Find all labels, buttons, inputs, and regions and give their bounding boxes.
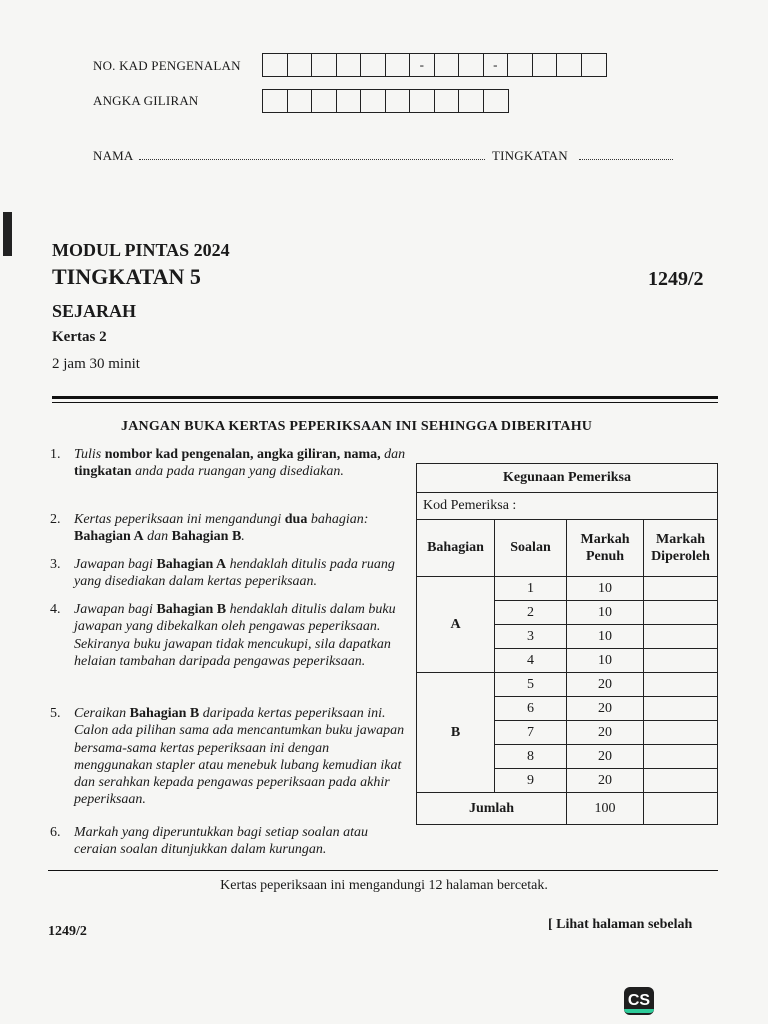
duration: 2 jam 30 minit	[52, 356, 140, 372]
instruction-number: 3.	[50, 557, 61, 572]
angka-giliran-input[interactable]	[262, 89, 509, 113]
instruction-text: tingkatan	[74, 464, 132, 480]
ic-digit-box[interactable]	[557, 54, 582, 76]
instruction-text: hendaklah ditulis pada ruang yang disediakan dalam kertas peperiksaan.	[74, 557, 395, 590]
col-header-soalan: Soalan	[495, 520, 567, 577]
full-marks: 10	[567, 649, 644, 673]
instruction-5	[50, 705, 409, 809]
giliran-digit-box[interactable]	[459, 90, 484, 112]
question-number: 1	[495, 577, 567, 601]
next-page-note: [ Lihat halaman sebelah	[548, 917, 693, 932]
total-row	[417, 793, 718, 825]
instruction-text: Bahagian B	[171, 529, 242, 545]
giliran-digit-box[interactable]	[263, 90, 288, 112]
instruction-text: Ceraikan	[74, 706, 130, 721]
marks-obtained-cell[interactable]	[644, 601, 718, 625]
total-full-marks: 100	[567, 793, 644, 825]
nama-field[interactable]	[139, 147, 485, 160]
full-marks: 20	[567, 721, 644, 745]
ic-digit-box[interactable]	[459, 54, 484, 76]
instruction-text: dua	[284, 512, 308, 527]
ic-digit-box[interactable]	[533, 54, 558, 76]
instruction-number: 5.	[50, 706, 61, 721]
full-marks: 20	[567, 697, 644, 721]
ic-input[interactable]	[262, 53, 607, 77]
ic-digit-box[interactable]	[361, 54, 386, 76]
instruction-2	[50, 511, 409, 546]
giliran-digit-box[interactable]	[435, 90, 460, 112]
table-row	[417, 673, 718, 697]
question-number: 2	[495, 601, 567, 625]
question-number: 5	[495, 673, 567, 697]
camscanner-logo-icon	[624, 987, 654, 1015]
question-number: 3	[495, 625, 567, 649]
instruction-text: hendaklah ditulis dalam buku jawapan yang dibekalkan oleh pengawas peperiksaan. Sekiranya buku jawapan tidak mencukupi, sila dapatkan helaian tambahan daripada pengawas peperiksaan.	[74, 602, 396, 669]
giliran-digit-box[interactable]	[361, 90, 386, 112]
instruction-text: bahagian:	[307, 512, 369, 527]
paper-number: Kertas 2	[52, 329, 107, 345]
question-number: 9	[495, 769, 567, 793]
divider-thin	[52, 402, 718, 403]
instruction-text: Jawapan bagi	[74, 557, 157, 572]
instruction-number: 2.	[50, 512, 61, 527]
instruction-6	[50, 824, 414, 859]
col-header-markah-penuh: Markah Penuh	[567, 520, 644, 577]
angka-giliran-label: ANGKA GILIRAN	[93, 93, 199, 108]
question-number: 7	[495, 721, 567, 745]
instruction-text: dan	[143, 529, 172, 545]
instruction-text: dan	[380, 447, 406, 462]
table-row	[417, 577, 718, 601]
footer-divider	[48, 870, 718, 871]
instruction-text: Bahagian A	[74, 529, 144, 545]
jumlah-label: Jumlah	[417, 793, 567, 825]
full-marks: 10	[567, 601, 644, 625]
examiner-table	[416, 463, 718, 825]
total-obtained-cell[interactable]	[644, 793, 718, 825]
instruction-number: 6.	[50, 825, 61, 840]
instruction-3	[50, 556, 409, 591]
marks-obtained-cell[interactable]	[644, 745, 718, 769]
instruction-number: 1.	[50, 447, 61, 462]
instruction-text: anda pada ruangan yang disediakan.	[131, 464, 344, 480]
footer-paper-code: 1249/2	[48, 924, 87, 939]
subject-title: SEJARAH	[52, 301, 137, 321]
ic-digit-box[interactable]	[582, 54, 607, 76]
section-b-label: B	[417, 673, 495, 793]
giliran-digit-box[interactable]	[386, 90, 411, 112]
full-marks: 20	[567, 673, 644, 697]
examiner-table-title: Kegunaan Pemeriksa	[417, 464, 718, 493]
marks-obtained-cell[interactable]	[644, 697, 718, 721]
full-marks: 10	[567, 577, 644, 601]
ic-digit-box[interactable]	[508, 54, 533, 76]
question-number: 8	[495, 745, 567, 769]
col-header-bahagian: Bahagian	[417, 520, 495, 577]
form-level: TINGKATAN 5	[52, 264, 201, 289]
ic-digit-box[interactable]	[337, 54, 362, 76]
instruction-text: nombor kad pengenalan, angka giliran, nama,	[101, 447, 381, 462]
giliran-digit-box[interactable]	[410, 90, 435, 112]
ic-digit-box[interactable]: -	[484, 54, 509, 76]
full-marks: 20	[567, 769, 644, 793]
question-number: 6	[495, 697, 567, 721]
ic-digit-box[interactable]	[288, 54, 313, 76]
question-number: 4	[495, 649, 567, 673]
marks-obtained-cell[interactable]	[644, 625, 718, 649]
giliran-digit-box[interactable]	[484, 90, 509, 112]
instruction-text: Bahagian B	[156, 602, 227, 617]
page-count-note: Kertas peperiksaan ini mengandungi 12 halaman bercetak.	[220, 878, 548, 893]
tingkatan-field[interactable]	[579, 147, 673, 160]
instruction-text: Markah yang diperuntukkan bagi setiap soalan atau ceraian soalan ditunjukkan dalam kurungan.	[74, 825, 368, 858]
nama-label: NAMA	[93, 148, 134, 163]
instruction-text: .	[241, 529, 245, 545]
instruction-text: Bahagian A	[156, 557, 227, 572]
ic-digit-box[interactable]	[386, 54, 411, 76]
instruction-text: Bahagian B	[129, 706, 200, 721]
col-header-markah-diperoleh: Markah Diperoleh	[644, 520, 718, 577]
divider-thick	[52, 396, 718, 399]
camscanner-logo-text: CS	[627, 992, 651, 1009]
ic-digit-box[interactable]	[435, 54, 460, 76]
marks-obtained-cell[interactable]	[644, 649, 718, 673]
instruction-text: Kertas peperiksaan ini mengandungi	[74, 512, 285, 527]
instruction-1	[50, 446, 409, 481]
marks-obtained-cell[interactable]	[644, 769, 718, 793]
module-title: MODUL PINTAS 2024	[52, 240, 230, 260]
tingkatan-label: TINGKATAN	[492, 148, 568, 163]
paper-code: 1249/2	[648, 268, 704, 290]
instruction-text: Jawapan bagi	[74, 602, 157, 617]
examiner-code-field[interactable]: Kod Pemeriksa :	[417, 493, 718, 520]
giliran-digit-box[interactable]	[288, 90, 313, 112]
giliran-digit-box[interactable]	[312, 90, 337, 112]
warning-text: JANGAN BUKA KERTAS PEPERIKSAAN INI SEHINGGA DIBERITAHU	[121, 419, 593, 434]
camscanner-logo-bar	[624, 1009, 654, 1013]
instruction-number: 4.	[50, 602, 61, 617]
ic-digit-box[interactable]	[263, 54, 288, 76]
marks-obtained-cell[interactable]	[644, 721, 718, 745]
instruction-text: Tulis	[74, 447, 102, 462]
ic-digit-box[interactable]	[312, 54, 337, 76]
ic-label: NO. KAD PENGENALAN	[93, 58, 241, 73]
marks-obtained-cell[interactable]	[644, 673, 718, 697]
full-marks: 10	[567, 625, 644, 649]
instruction-4	[50, 601, 409, 670]
ic-digit-box[interactable]: -	[410, 54, 435, 76]
instruction-text: daripada kertas peperiksaan ini. Calon ada pilihan sama ada mencantumkan buku jawapan bersama-sama kertas peperiksaan ini dengan menggunakan stapler atau menebuk lubang kemudian ikat dan serahkan kepada pengawas peperiksaan pada akhir peperiksaan.	[74, 706, 405, 808]
scan-mark	[3, 212, 12, 256]
section-a-label: A	[417, 577, 495, 673]
full-marks: 20	[567, 745, 644, 769]
marks-obtained-cell[interactable]	[644, 577, 718, 601]
giliran-digit-box[interactable]	[337, 90, 362, 112]
